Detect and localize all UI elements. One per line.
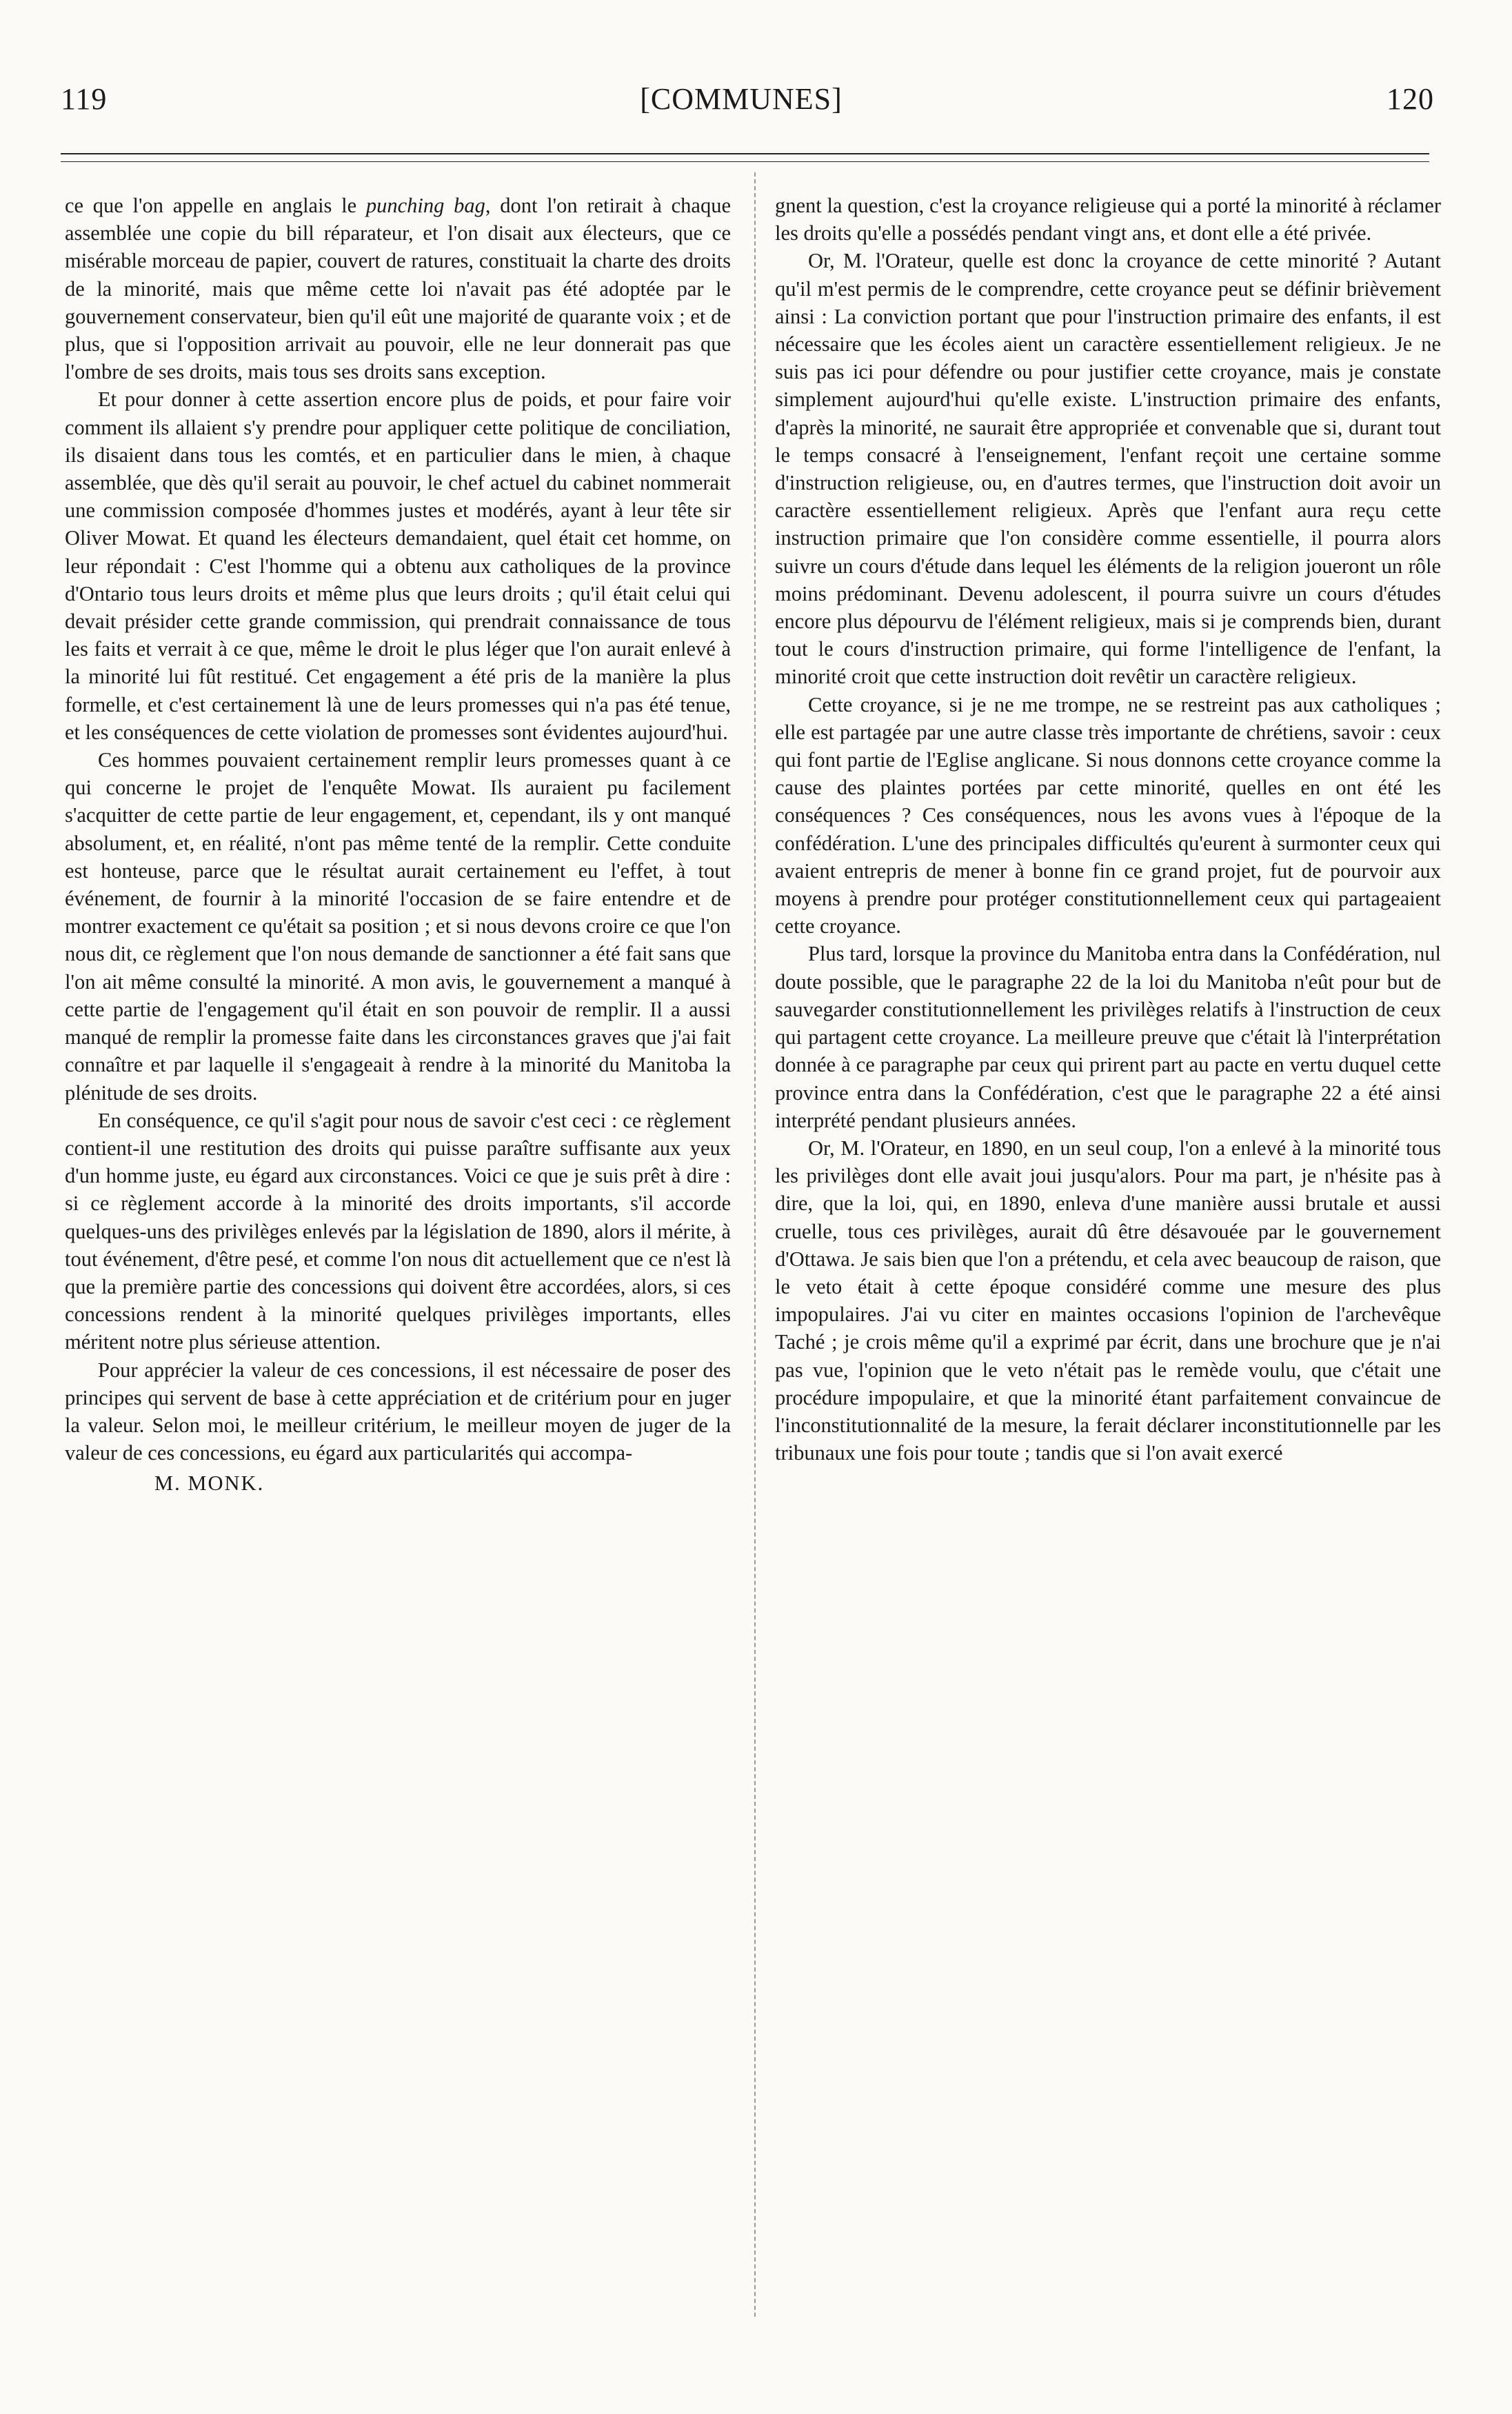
left-column [65,192,731,1498]
paragraph: Or, M. l'Orateur, en 1890, en un seul coup, l'on a enlevé à la minorité tous les privilèges dont elle avait joui jusqu'alors. Pour ma part, je n'hésite pas à dire, que la loi, qui, en 1890, enleva d'une manière aussi brutale et aussi cruelle, tous ces privilèges, aurait dû être désavouée par le gouvernement d'Ottawa. Je sais bien que l'on a prétendu, et cela avec beaucoup de raison, que le veto était à cette époque considéré comme une mesure des plus impopulaires. J'ai vu citer en maintes occasions l'opinion de l'archevêque Taché ; je crois même qu'il a exprimé par écrit, dans une brochure que je n'ai pas vue, l'opinion que le veto n'était pas le remède voulu, que c'était une procédure impopulaire, et que la minorité étant parfaitement convaincue de l'inconstitutionnalité de la mesure, la ferait déclarer inconstitutionnelle par les tribunaux une fois pour toute ; tandis que si l'on avait exercé [775,1136,1441,1465]
paragraph: Pour apprécier la valeur de ces concessions, il est nécessaire de poser des principes qui servent de base à cette appréciation et de critérium pour en juger la valeur. Selon moi, le meilleur critérium, le meilleur moyen de juger de la valeur de ces concessions, eu égard aux particularités qui accompa- [65,1358,731,1465]
speaker-footer: M. MONK. [154,1471,265,1496]
paragraph: Et pour donner à cette assertion encore plus de poids, et pour faire voir comment ils allaient s'y prendre pour appliquer cette politique de conciliation, ils disaient dans tous les comtés, et en particulier dans le mien, à chaque assemblée, que dès qu'il serait au pouvoir, le chef actuel du cabinet nommerait une commission composée d'hommes justes et modérés, ayant à leur tête sir Oliver Mowat. Et quand les électeurs demandaient, quel était cet homme, on leur répondait : C'est l'homme qui a obtenu aux catholiques de la province d'Ontario tous leurs droits et même plus que leurs droits ; qu'il était celui qui devait présider cette grande commission, qui prendrait connaissance de tous les faits et verrait à ce que, même le droit le plus léger que l'on aurait enlevé à la minorité lui fût restitué. Cet engagement a été pris de la manière la plus formelle, et c'est certainement là une de leurs promesses qui n'a pas été tenue, et les conséquences de cette violation de promesses sont évidentes aujourd'hui. [65,388,731,744]
page-number-right: 120 [1387,82,1434,116]
paragraph: ce que l'on appelle en anglais le punching bag, dont l'on retirait à chaque assemblée une copie du bill réparateur, et l'on disait aux électeurs, que ce misérable morceau de papier, couvert de ratures, constituait la charte des droits de la minorité, mais que même cette loi n'avait pas été adoptée par le gouvernement conservateur, bien qu'il eût une majorité de quarante voix ; et de plus, que si l'opposition arrivait au pouvoir, elle ne leur donnerait pas que l'ombre de ses droits, mais tous ses droits sans exception. [65,194,731,384]
header-rule-top [61,153,1429,154]
page-header [48,81,1434,137]
header-rule-bottom [61,161,1429,162]
italic-term: punching bag [365,194,485,217]
column-divider [754,172,756,2317]
page-number-left: 119 [61,82,108,116]
paragraph: Or, M. l'Orateur, quelle est donc la croyance de cette minorité ? Autant qu'il m'est permis de le comprendre, cette croyance peut se définir brièvement ainsi : La conviction portant que pour l'instruction primaire des enfants, il est nécessaire que les écoles aient un caractère essentiellement religieux. Je ne suis pas ici pour défendre ou pour justifier cette croyance, mais je constate simplement aujourd'hui qu'elle existe. L'instruction primaire des enfants, d'après la minorité, ne saurait être appropriée et convenable que si, durant tout le temps consacré à l'enseignement, l'enfant reçoit une certaine somme d'instruction religieuse, ou, en d'autres termes, que l'instruction doit avoir un caractère essentiellement religieux. Après que l'enfant aura reçu cette instruction primaire que l'on considère comme essentielle, il pourra alors suivre un cours d'étude dans lequel les éléments de la religion joueront un rôle moins prédominant. Devenu adolescent, il pourra suivre un cours d'études encore plus dépourvu de l'élément religieux, mais si je comprends bien, durant tout le cours d'instruction primaire, qui forme l'intelligence de l'enfant, la minorité croit que cette instruction doit revêtir un caractère religieux. [775,249,1441,689]
page-title: [COMMUNES] [640,82,843,116]
paragraph: gnent la question, c'est la croyance religieuse qui a porté la minorité à réclamer les droits qu'elle a possédés pendant vingt ans, et dont elle a été privée. [775,194,1441,245]
paragraph: En conséquence, ce qu'il s'agit pour nous de savoir c'est ceci : ce règlement contient-il une restitution des droits qui puisse paraître suffisante aux yeux d'un homme juste, eu égard aux circonstances. Voici ce que je suis prêt à dire : si ce règlement accorde à la minorité des droits importants, s'il accorde quelques-uns des privilèges enlevés par la législation de 1890, alors il mérite, à tout événement, d'être pesé, et comme l'on nous dit actuellement que ce n'est là que la première partie des concessions qui doivent être accordées, alors, si ces concessions rendent à la minorité quelques privilèges importants, elles méritent notre plus sérieuse attention. [65,1108,731,1354]
right-column [775,192,1441,1467]
paragraph: Cette croyance, si je ne me trompe, ne se restreint pas aux catholiques ; elle est partagée par une autre classe très importante de chrétiens, savoir : ceux qui font partie de l'Eglise anglicane. Si nous donnons cette croyance comme la cause des plaintes portées par cette minorité, quelles en ont été les conséquences ? Ces conséquences, nous les avons vues à l'époque de la confédération. L'une des principales difficultés qu'eurent à surmonter ceux qui avaient entrepris de mener à bonne fin ce grand projet, fut de pourvoir aux moyens à prendre pour protéger constitutionnellement ceux qui partageaient cette croyance. [775,692,1441,938]
paragraph: Ces hommes pouvaient certainement remplir leurs promesses quant à ce qui concerne le projet de l'enquête Mowat. Ils auraient pu facilement s'acquitter de cette partie de leur engagement, et, cependant, ils y ont manqué absolument, et, en réalité, n'ont pas même tenté de la remplir. Cette conduite est honteuse, parce que le résultat aurait certainement eu l'effet, à tout événement, de fournir à la minorité l'occasion de se faire entendre et de montrer exactement ce qu'était sa position ; et si nous devons croire ce que l'on nous dit, ce règlement que l'on nous demande de sanctionner a été fait sans que l'on ait même consulté la minorité. A mon avis, le gouvernement a manqué à cette partie de l'engagement qu'il était en son pouvoir de remplir. Il a aussi manqué de remplir la promesse faite dans les circonstances graves que j'ai fait connaître et par laquelle il s'engageait à rendre à la minorité du Manitoba la plénitude de ses droits. [65,748,731,1105]
paragraph: Plus tard, lorsque la province du Manitoba entra dans la Confédération, nul doute possible, que le paragraphe 22 de la loi du Manitoba n'eût pour but de sauvegarder constitutionnellement les privilèges relatifs à l'instruction de ceux qui partagent cette croyance. La meilleure preuve que c'était là l'interprétation donnée à ce paragraphe par ceux qui prirent part au pacte en vertu duquel cette province entra dans la Confédération, c'est que le paragraphe 22 a été ainsi interprété pendant plusieurs années. [775,942,1441,1132]
